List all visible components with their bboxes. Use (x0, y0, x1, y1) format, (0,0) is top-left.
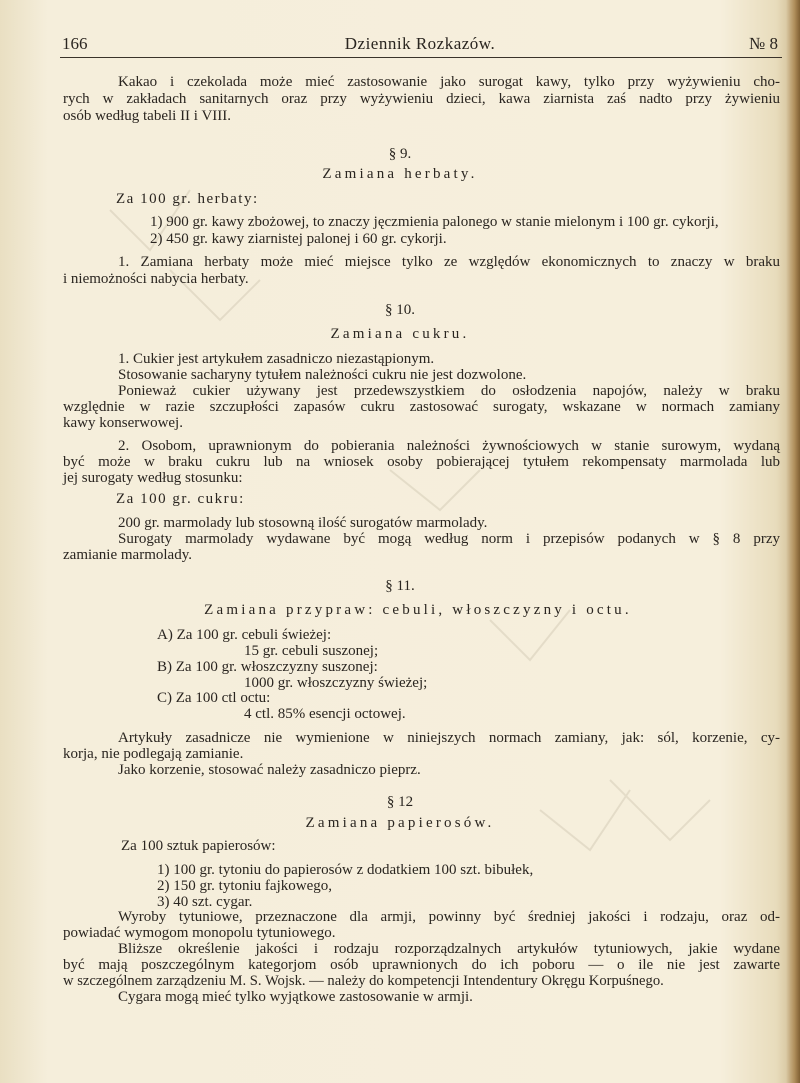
paragraph-line: Stosowanie sacharyny tytułem należności cukru nie jest dozwolone. (118, 367, 527, 383)
list-item: 1) 900 gr. kawy zbożowej, to znaczy jęczmienia palonego w stanie mielonym i 100 gr. cykorji, (150, 214, 719, 230)
list-item: 3) 40 szt. cygar. (157, 894, 253, 910)
paragraph-line: kawy konserwowej. (63, 415, 183, 431)
list-item: 1) 100 gr. tytoniu do papierosów z dodatkiem 100 szt. bibułek, (157, 862, 534, 878)
journal-title: Dziennik Rozkazów. (344, 34, 496, 53)
section-heading: Zamiana herbaty. (322, 166, 478, 182)
section-lead: Za 100 sztuk papierosów: (121, 838, 276, 854)
section-number: § 9. (388, 146, 412, 162)
section-number: § 11. (385, 578, 415, 594)
list-item: C) Za 100 ctl octu: (157, 690, 271, 706)
section-heading: Zamiana przypraw: cebuli, włoszczyzny i octu. (204, 602, 632, 618)
paragraph-line: Bliższe określenie jakości i rodzaju rozporządzalnych artykułów tytuniowych, jakie wydane (118, 941, 780, 957)
paragraph-line: 1. Cukier jest artykułem zasadniczo niezastąpionym. (118, 351, 435, 367)
section-heading: Zamiana papierosów. (305, 815, 495, 831)
list-item: 1000 gr. włoszczyzny świeżej; (244, 675, 428, 691)
paragraph-line: powiadać wymogom monopolu tytuniowego. (63, 925, 336, 941)
section-heading: Zamiana cukru. (330, 326, 470, 342)
intro-line: Kakao i czekolada może mieć zastosowanie jako surogat kawy, tylko przy wyżywieniu cho- (118, 74, 780, 90)
section-number: § 12 (386, 794, 414, 810)
paragraph-line: Artykuły zasadnicze nie wymienione w niniejszych normach zamiany, jak: sól, korzenie, cy- (118, 730, 780, 746)
list-item: 2) 150 gr. tytoniu fajkowego, (157, 878, 332, 894)
paragraph-line: Jako korzenie, stosować należy zasadniczo pieprz. (118, 762, 421, 778)
paragraph-line: Ponieważ cukier używany jest przedewszystkiem do osłodzenia napojów, należy w braku (118, 383, 780, 399)
header-rule (60, 57, 782, 58)
paragraph-line: korja, nie podlegają zamianie. (63, 746, 244, 762)
paragraph-line: Surogaty marmolady wydawane być mogą według norm i przepisów podanych w § 8 przy (118, 531, 780, 547)
list-item: B) Za 100 gr. włoszczyzny suszonej: (157, 659, 378, 675)
page-number: 166 (62, 34, 88, 53)
paragraph-line: zamianie marmolady. (63, 547, 192, 563)
list-item: 2) 450 gr. kawy ziarnistej palonej i 60 gr. cykorji. (150, 231, 447, 247)
intro-line: rych w zakładach sanitarnych oraz przy wyżywieniu dzieci, kawa ziarnista zaś nadto przy żywieniu (63, 91, 780, 107)
paragraph-line: i niemożności nabycia herbaty. (63, 271, 249, 287)
paragraph-line: być mają poszczególnym kategorjom osób uprawnionych do ich poboru — o ile nie jest zawarte (63, 957, 780, 973)
paragraph-line: 200 gr. marmolady lub stosowną ilość surogatów marmolady. (118, 515, 488, 531)
page-header (62, 30, 778, 54)
paragraph-line: Cygara mogą mieć tylko wyjątkowe zastosowanie w armji. (118, 989, 473, 1005)
section-number: § 10. (385, 302, 415, 318)
list-item: 4 ctl. 85% esencji octowej. (244, 706, 406, 722)
paragraph-line: względnie w razie szczupłości zapasów cukru zastosować surogaty, wskazane w normach zamiany (63, 399, 780, 415)
section-lead: Za 100 gr. herbaty: (116, 191, 259, 207)
paragraph-line: Wyroby tytuniowe, przeznaczone dla armji, powinny być średniej jakości i rodzaju, oraz od- (118, 909, 780, 925)
paragraph-line: jej surogaty według stosunku: (63, 470, 243, 486)
intro-line: osób według tabeli II i VIII. (63, 108, 232, 124)
list-item: 15 gr. cebuli suszonej; (244, 643, 379, 659)
issue-number: № 8 (749, 34, 778, 53)
paragraph-line: w szczególnem zarządzeniu M. S. Wojsk. — należy do kompetencji Intendentury Okręgu Korpuśnego. (63, 973, 664, 989)
paragraph-line: 2. Osobom, uprawnionym do pobierania należności żywnościowych w stanie surowym, wydaną (118, 438, 780, 454)
paragraph-line: być może w braku cukru lub na wniosek osoby pobierającej tytułem rekompensaty marmolada lub (63, 454, 780, 470)
list-item: A) Za 100 gr. cebuli świeżej: (157, 627, 332, 643)
section-lead: Za 100 gr. cukru: (116, 491, 245, 507)
paragraph-line: 1. Zamiana herbaty może mieć miejsce tylko ze względów ekonomicznych to znaczy w braku (118, 254, 780, 270)
